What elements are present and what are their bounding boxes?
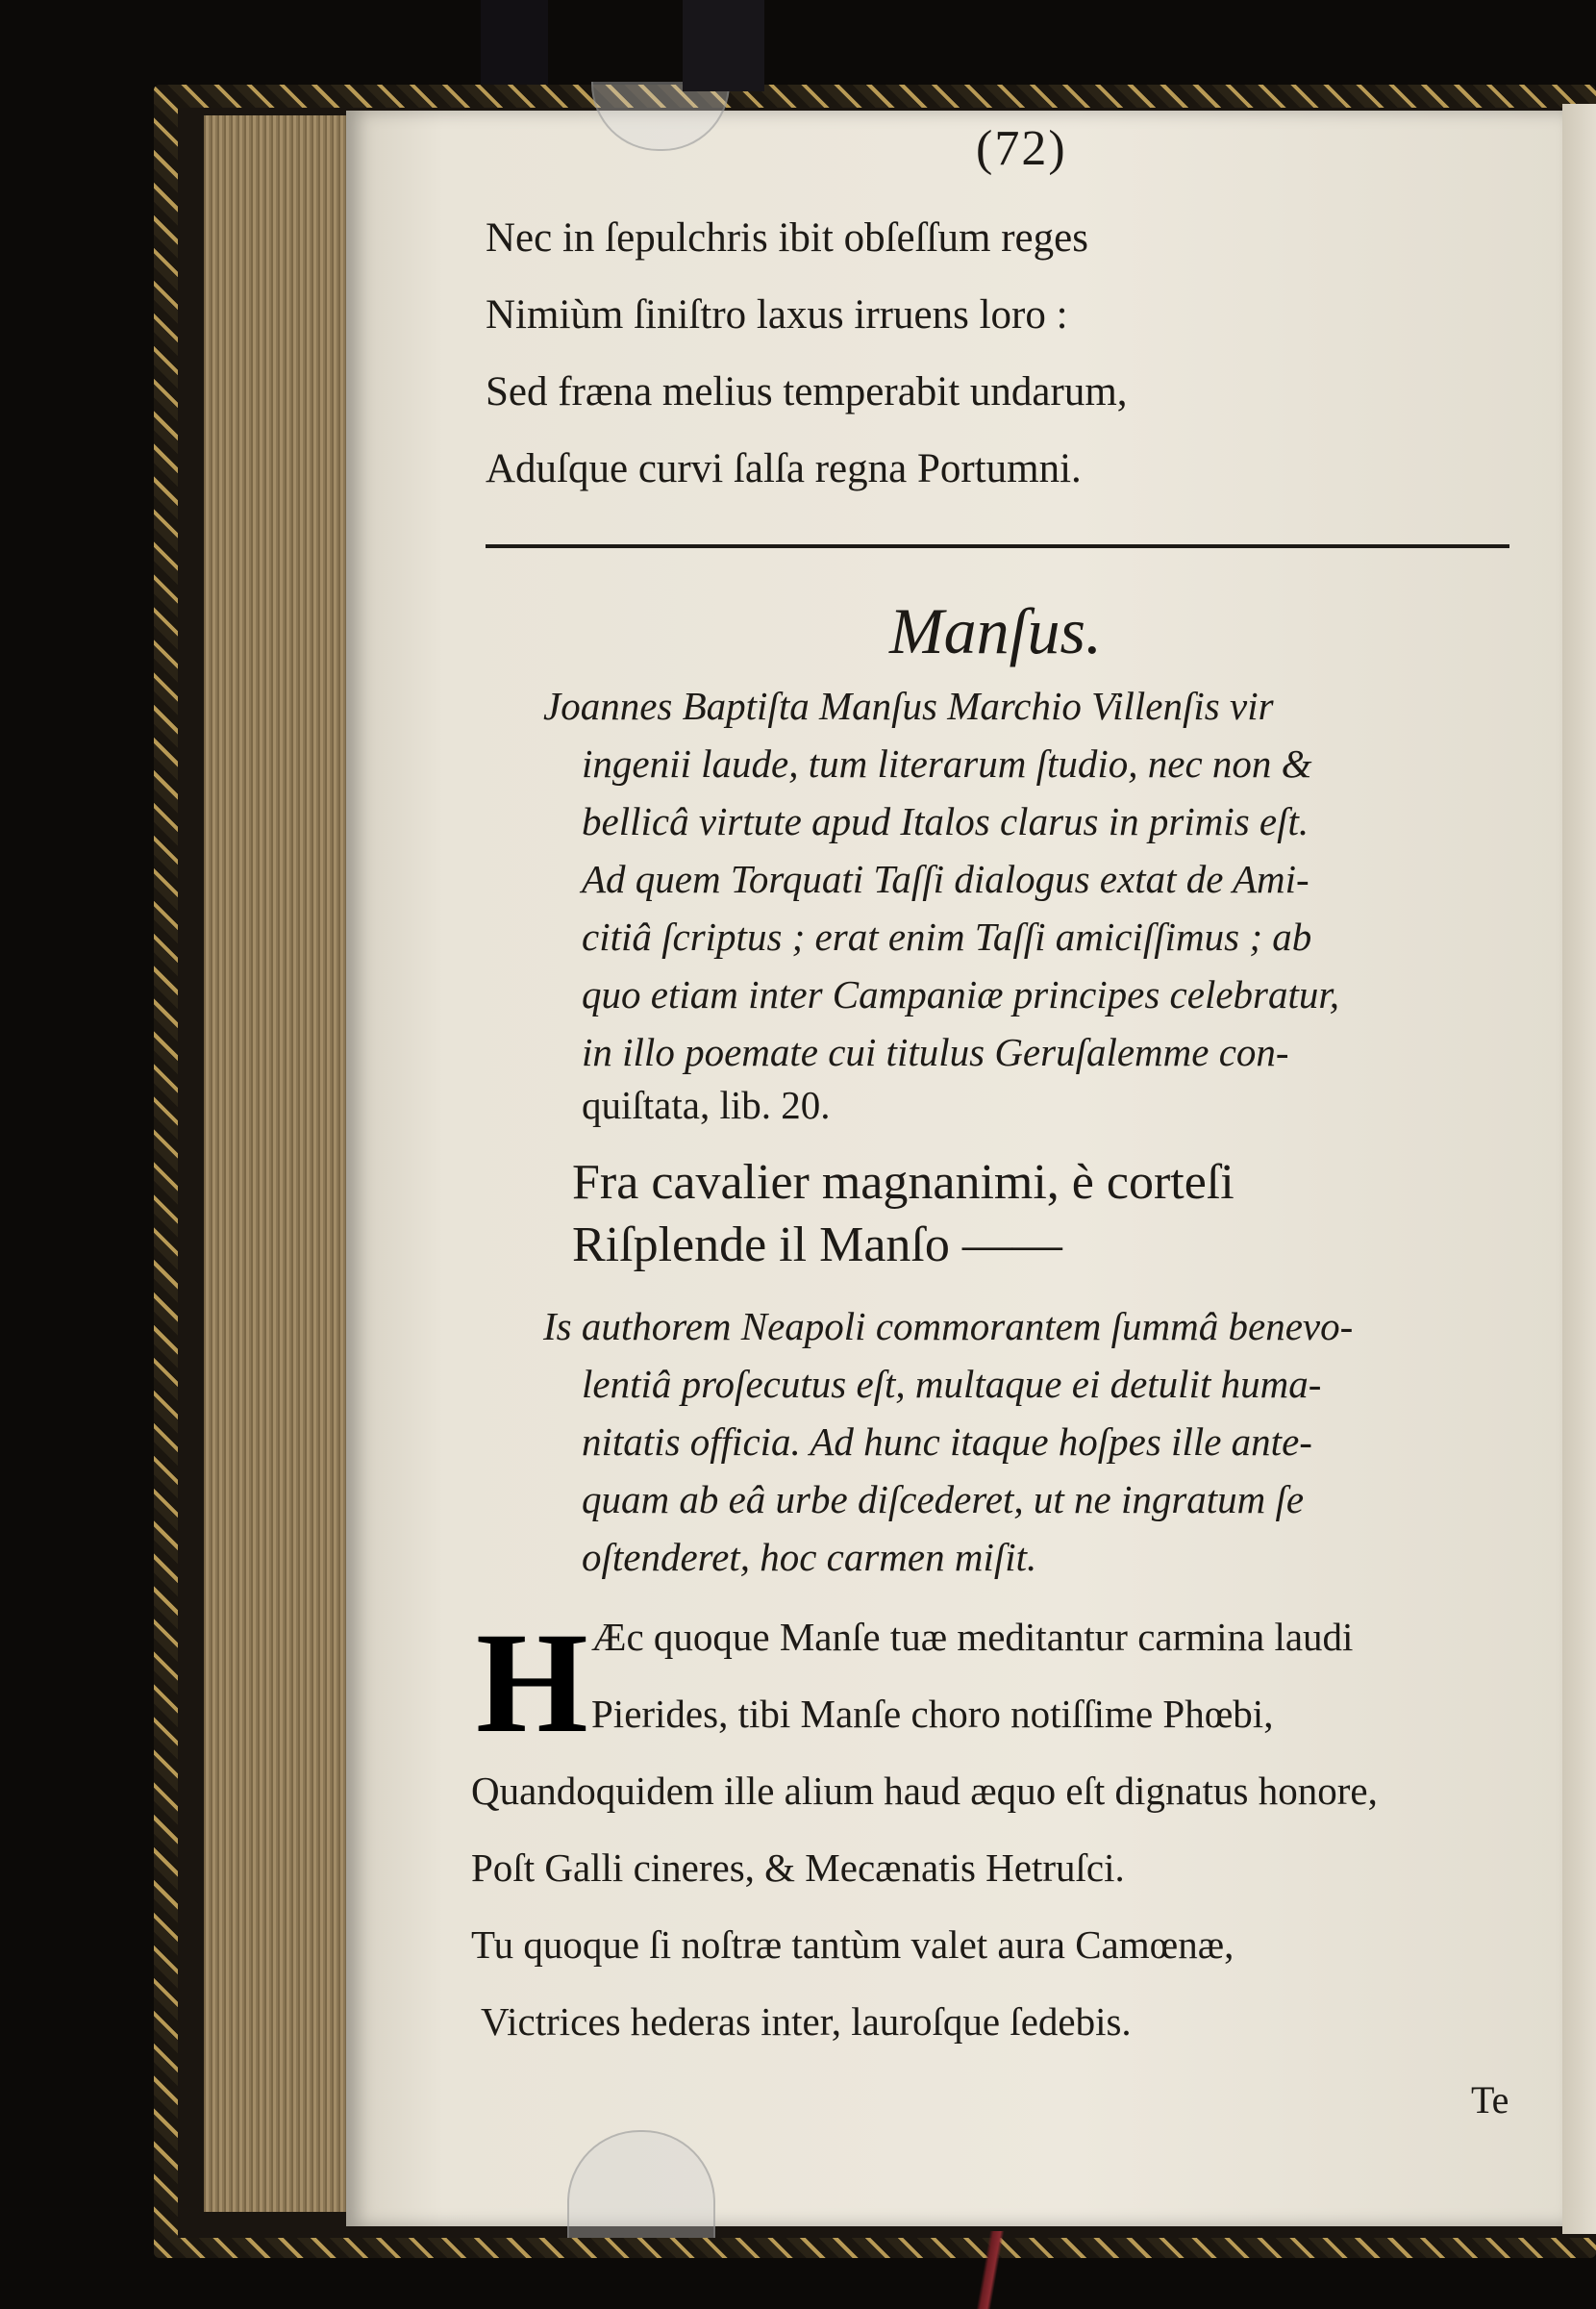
italian-quote-line: Riſplende il Manſo —— (572, 1217, 1062, 1272)
poem-line: Poſt Galli cineres, & Mecænatis Hetruſci. (471, 1845, 1125, 1890)
intro-line: Joannes Baptiſta Manſus Marchio Villenſis vir (543, 684, 1274, 728)
paragraph-line: Is authorem Neapoli commorantem ſummâ benevo- (543, 1304, 1354, 1348)
page-fore-edge (204, 115, 348, 2212)
binding-strap (683, 0, 764, 91)
intro-line: bellicâ virtute apud Italos clarus in primis eſt. (582, 799, 1309, 843)
adjacent-page-edge (1562, 104, 1596, 2234)
intro-line: quo etiam inter Campaniæ principes celebratur, (582, 972, 1340, 1016)
italian-quote-line: Fra cavalier magnanimi, è corteſi (572, 1155, 1234, 1210)
catchword: Te (1471, 2078, 1509, 2121)
paragraph-line: nitatis officia. Ad hunc itaque hoſpes ille ante- (582, 1419, 1312, 1464)
intro-line: quiſtata, lib. 20. (582, 1083, 831, 1127)
verse-line: Aduſque curvi ſalſa regna Portumni. (486, 446, 1082, 491)
ribbon-bookmark (961, 2231, 1019, 2309)
verse-line: Nec in ſepulchris ibit obſeſſum reges (486, 215, 1088, 261)
poem-line: Quandoquidem ille alium haud æquo eſt dignatus honore, (471, 1769, 1378, 1813)
drop-cap: H (476, 1603, 588, 1763)
book-page (346, 111, 1562, 2226)
section-heading: Manſus. (889, 594, 1102, 667)
intro-line: citiâ ſcriptus ; erat enim Taſſi amiciſſimus ; ab (582, 915, 1312, 959)
intro-line: Ad quem Torquati Taſſi dialogus extat de Ami- (582, 857, 1309, 901)
poem-line: Æc quoque Manſe tuæ meditantur carmina laudi (591, 1615, 1354, 1659)
poem-line: Pierides, tibi Manſe choro notiſſime Phœbi, (591, 1692, 1274, 1736)
intro-line: in illo poemate cui titulus Geruſalemme con- (582, 1030, 1289, 1074)
paragraph-line: lentiâ proſecutus eſt, multaque ei detulit huma- (582, 1362, 1322, 1406)
paragraph-line: quam ab eâ urbe diſcederet, ut ne ingratum ſe (582, 1477, 1305, 1521)
verse-line: Sed fræna melius temperabit undarum, (486, 369, 1128, 414)
section-divider (486, 544, 1509, 548)
poem-line: Victrices hederas inter, lauroſque ſedebis. (481, 1999, 1132, 2044)
intro-line: ingenii laude, tum literarum ſtudio, nec non & (582, 741, 1312, 786)
poem-line: Tu quoque ſi noſtræ tantùm valet aura Camœnæ, (471, 1922, 1234, 1967)
verse-line: Nimiùm ſiniſtro laxus irruens loro : (486, 292, 1068, 338)
paragraph-line: oſtenderet, hoc carmen miſit. (582, 1535, 1037, 1579)
binding-strap (481, 0, 548, 91)
page-number: (72) (976, 121, 1067, 176)
